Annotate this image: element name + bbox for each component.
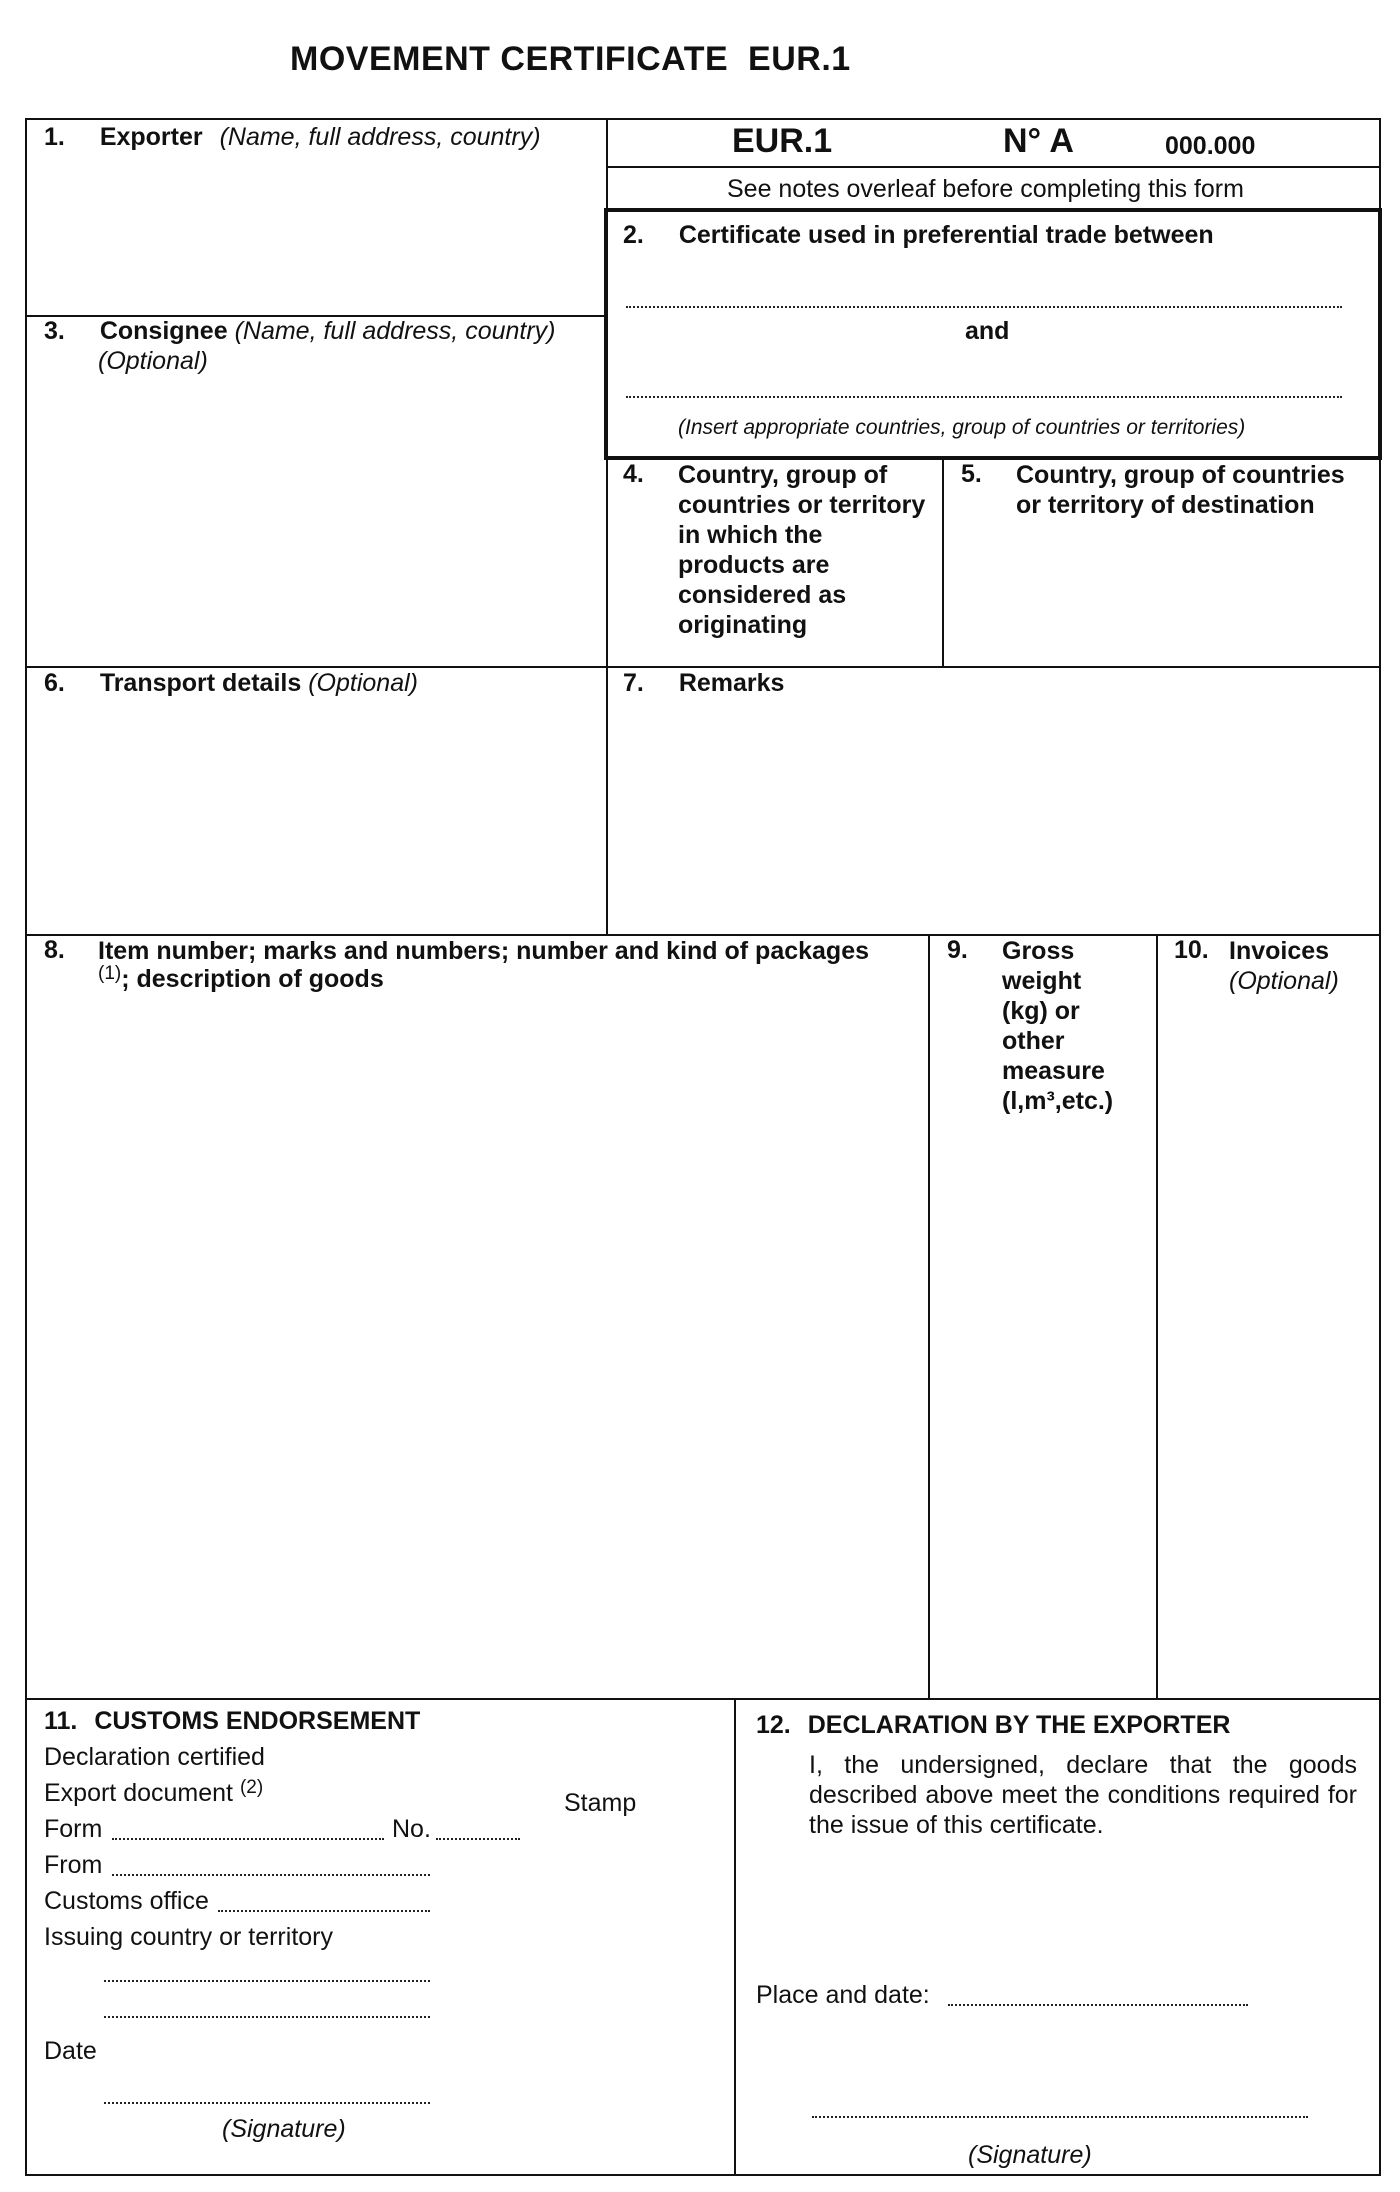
form-code: EUR.1 [732, 122, 833, 160]
box2-hint: (Insert appropriate countries, group of countries or territories) [678, 416, 1246, 439]
box3-number: 3. [44, 317, 65, 345]
divider-h-11-12 [25, 1698, 1381, 1700]
box6-number: 6. [44, 669, 65, 697]
box12-signature: (Signature) [968, 2141, 1092, 2169]
box5-label: Country, group of countries or territory of destination [1016, 461, 1345, 519]
box8-label-b: ; description of goods [121, 965, 384, 993]
box11-declaration: Declaration certified [44, 1743, 265, 1771]
box3-hint: (Name, full address, country) [234, 317, 556, 345]
box10-number: 10. [1174, 936, 1209, 964]
box2-header [623, 220, 1214, 250]
box11-label: CUSTOMS ENDORSEMENT [94, 1707, 421, 1735]
number-value: 000.000 [1165, 132, 1256, 160]
box2-number: 2. [623, 221, 644, 249]
box1-number: 1. [44, 123, 65, 151]
box11-stamp: Stamp [564, 1789, 637, 1817]
box11-from-label: From [44, 1851, 103, 1879]
box8-number: 8. [44, 936, 65, 964]
box11-no-label: No. [392, 1815, 431, 1843]
box6-optional: (Optional) [308, 669, 418, 697]
box7-number: 7. [623, 669, 644, 697]
page-title: MOVEMENT CERTIFICATE EUR.1 [290, 40, 851, 78]
divider-v-8-9 [928, 934, 930, 1700]
box11-issuing-line-2[interactable] [104, 2016, 430, 2018]
box2-country1-line[interactable] [626, 306, 1342, 308]
box11-from-line[interactable] [112, 1874, 430, 1876]
box2-country2-line[interactable] [626, 396, 1342, 398]
box9-number: 9. [947, 936, 968, 964]
box12-signature-line[interactable] [812, 2116, 1308, 2118]
box11-footnote: (2) [239, 1777, 264, 1798]
box6-label: Transport details [99, 669, 302, 697]
box5-number: 5. [961, 460, 982, 488]
box12-text: I, the undersigned, declare that the goods described above meet the conditions required for the issue of this certificate. [809, 1751, 1357, 1839]
divider-h-header [606, 166, 1381, 168]
notes-text: See notes overleaf before completing this form [727, 175, 1244, 203]
box11-date-label: Date [44, 2037, 97, 2065]
divider-v-11-12 [734, 1698, 736, 2176]
box8-footnote: (1) [98, 963, 122, 984]
box8-label-b-line [98, 964, 384, 997]
box11-customs-office-label: Customs office [44, 1887, 209, 1915]
box11-signature: (Signature) [222, 2115, 346, 2143]
box11-no-line[interactable] [436, 1838, 520, 1840]
box10-optional: (Optional) [1229, 967, 1339, 995]
box3-header [44, 316, 556, 346]
box8-label-a: Item number; marks and numbers; number and kind of packages [98, 937, 870, 965]
box4-number: 4. [623, 460, 644, 488]
box11-issuing-line-1[interactable] [104, 1980, 430, 1982]
box2-and: and [965, 317, 1010, 345]
divider-v-4-5 [942, 458, 944, 666]
box11-form-label: Form [44, 1815, 103, 1843]
divider-v-9-10 [1156, 934, 1158, 1700]
box1-header [44, 122, 541, 152]
box7-label: Remarks [678, 669, 785, 697]
box11-export-doc: Export document [44, 1779, 233, 1807]
box12-label: DECLARATION BY THE EXPORTER [807, 1711, 1231, 1739]
box11-issuing-label: Issuing country or territory [44, 1923, 333, 1951]
box11-customs-office-line[interactable] [218, 1910, 430, 1912]
box3-optional: (Optional) [98, 347, 208, 375]
box12-number: 12. [756, 1711, 791, 1739]
box1-label: Exporter [99, 123, 203, 151]
box1-hint: (Name, full address, country) [219, 123, 541, 151]
box3-label: Consignee [99, 317, 228, 345]
box4-label: Country, group of countries or territory in which the products are considered as originating [678, 461, 926, 639]
box10-label: Invoices [1229, 937, 1330, 965]
number-label: N° A [1003, 122, 1074, 160]
box9-label: Gross weight (kg) or other measure (l,m³,etc.) [1002, 937, 1114, 1115]
box6-header [44, 668, 418, 698]
box11-export-doc-line [44, 1778, 263, 1811]
box12-header [756, 1710, 1230, 1740]
box7-header [623, 668, 784, 698]
box12-place-date-line[interactable] [948, 2004, 1248, 2006]
box2-label: Certificate used in preferential trade between [678, 221, 1214, 249]
box11-header [44, 1706, 420, 1736]
box11-signature-line[interactable] [104, 2102, 430, 2104]
box12-place-date-label: Place and date: [756, 1981, 930, 2009]
box11-form-line[interactable] [112, 1838, 384, 1840]
box11-number: 11. [44, 1707, 78, 1735]
